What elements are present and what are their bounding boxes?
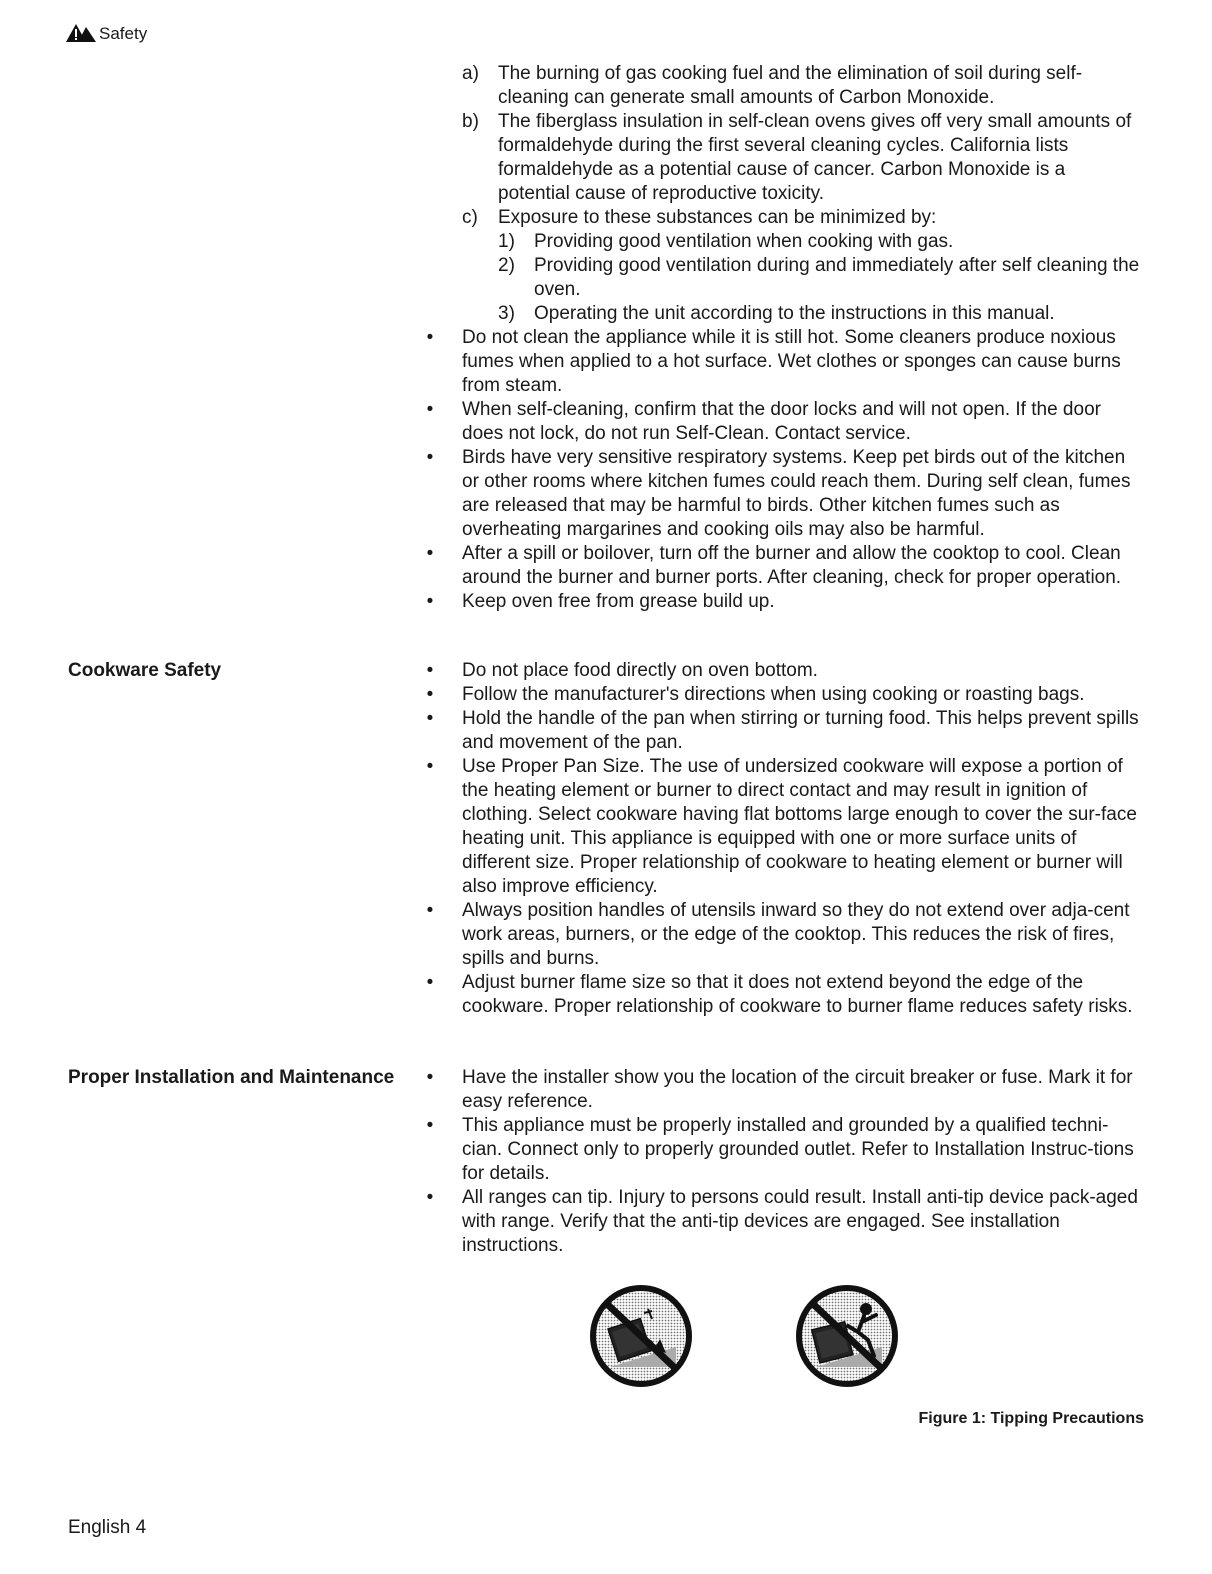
- list-item-text: The fiberglass insulation in self-clean ovens gives off very small amounts of formaldehyde during the first several cleaning cycles. California lists formaldehyde as a potential cause of cancer. Carbon Monoxide is a potential cause of reproductive toxicity.: [498, 111, 1132, 204]
- no-tipping-oven-door-icon: [580, 1283, 702, 1389]
- list-item-text: Exposure to these substances can be minimized by:: [498, 207, 937, 228]
- no-sitting-on-oven-door-icon: [786, 1283, 908, 1389]
- cookware-bullet-list: [0, 659, 1212, 1019]
- list-item: [0, 110, 1212, 206]
- bullet-item: [0, 659, 1212, 683]
- list-marker: 2): [498, 255, 515, 276]
- bullet-glyph: •: [426, 1115, 434, 1136]
- bullet-text: Keep oven free from grease build up.: [462, 591, 775, 612]
- bullet-item: [0, 1186, 1212, 1258]
- bullet-text: Do not clean the appliance while it is still hot. Some cleaners produce noxious fumes when applied to a hot surface. Wet clothes or sponges can cause burns from steam.: [462, 327, 1121, 396]
- bullet-text: All ranges can tip. Injury to persons could result. Install anti-tip device pack-aged with range. Verify that the anti-tip devices are engaged. See installation instructions.: [462, 1187, 1138, 1256]
- list-marker: 1): [498, 231, 515, 252]
- bullet-item: [0, 971, 1212, 1019]
- bullet-text: Birds have very sensitive respiratory systems. Keep pet birds out of the kitchen or other rooms where kitchen fumes could reach them. During self clean, fumes are released that may be harmful to birds. Other kitchen fumes such as overheating margarines and cooking oils may also be harmful.: [462, 447, 1131, 540]
- bullet-text: Have the installer show you the location of the circuit breaker or fuse. Mark it for easy reference.: [462, 1067, 1133, 1112]
- bullet-glyph: •: [426, 708, 434, 729]
- list-marker: a): [462, 63, 479, 84]
- bullet-item: [0, 899, 1212, 971]
- list-marker: 3): [498, 303, 515, 324]
- bullet-glyph: •: [426, 399, 434, 420]
- bullet-text: Do not place food directly on oven bottom.: [462, 660, 818, 681]
- list-item: [0, 230, 1212, 254]
- installation-heading: Proper Installation and Maintenance: [68, 1067, 395, 1088]
- bullet-text: After a spill or boilover, turn off the burner and allow the cooktop to cool. Clean around the burner and burner ports. After cleaning, check for proper operation.: [462, 543, 1122, 588]
- bullet-glyph: •: [426, 660, 434, 681]
- bullet-glyph: •: [426, 1187, 434, 1208]
- bullet-item: [0, 1114, 1212, 1186]
- bullet-item: [0, 755, 1212, 899]
- bullet-text: When self-cleaning, confirm that the door locks and will not open. If the door does not lock, do not run Self-Clean. Contact service.: [462, 399, 1101, 444]
- bullet-text: Follow the manufacturer's directions when using cooking or roasting bags.: [462, 684, 1085, 705]
- installation-bullet-list: [0, 1066, 1212, 1258]
- bullet-text: Use Proper Pan Size. The use of undersized cookware will expose a portion of the heating element or burner to direct contact and may result in ignition of clothing. Select cookware having flat bottoms large enough to cover the sur-face heating unit. This appliance is equipped with one or more surface units of different size. Proper relationship of cookware to heating element or burner will also improve efficiency.: [462, 756, 1137, 897]
- bullet-item: [0, 683, 1212, 707]
- bullet-glyph: •: [426, 684, 434, 705]
- bullet-glyph: •: [426, 972, 434, 993]
- list-item: [0, 62, 1212, 110]
- bullet-item: [0, 1066, 1212, 1114]
- list-item: [0, 302, 1212, 326]
- list-item-text: Providing good ventilation during and immediately after self cleaning the oven.: [534, 255, 1140, 300]
- bullet-item: [0, 590, 1212, 614]
- bullet-item: [0, 707, 1212, 755]
- bullet-text: Always position handles of utensils inward so they do not extend over adja-cent work areas, burners, or the edge of the cooktop. This reduces the risk of fires, spills and burns.: [462, 900, 1130, 969]
- warning-triangle-icon: [66, 24, 96, 44]
- page-footer: English 4: [68, 1517, 147, 1538]
- list-item-text: Operating the unit according to the instructions in this manual.: [534, 303, 1055, 324]
- figure-caption: Figure 1: Tipping Precautions: [918, 1410, 1144, 1427]
- list-marker: b): [462, 111, 479, 132]
- list-item-text: Providing good ventilation when cooking with gas.: [534, 231, 954, 252]
- bullet-glyph: •: [426, 327, 434, 348]
- bullet-item: [0, 398, 1212, 446]
- bullet-glyph: •: [426, 447, 434, 468]
- cleaning-sub-list: [0, 62, 1212, 614]
- page-header: [66, 24, 147, 44]
- bullet-text: This appliance must be properly installed and grounded by a qualified techni-cian. Connect only to properly grounded outlet. Refer to Installation Instruc-tions for details.: [462, 1115, 1134, 1184]
- bullet-text: Adjust burner flame size so that it does not extend beyond the edge of the cookware. Proper relationship of cookware to burner flame reduces safety risks.: [462, 972, 1133, 1017]
- list-marker: c): [462, 207, 478, 228]
- bullet-glyph: •: [426, 900, 434, 921]
- bullet-text: Hold the handle of the pan when stirring or turning food. This helps prevent spills and movement of the pan.: [462, 708, 1139, 753]
- list-item: [0, 206, 1212, 230]
- bullet-item: [0, 326, 1212, 398]
- bullet-glyph: •: [426, 591, 434, 612]
- header-title: Safety: [99, 24, 148, 43]
- cookware-safety-heading: Cookware Safety: [68, 660, 222, 681]
- list-item: [0, 254, 1212, 302]
- bullet-glyph: •: [426, 756, 434, 777]
- bullet-glyph: •: [426, 1067, 434, 1088]
- bullet-item: [0, 542, 1212, 590]
- bullet-glyph: •: [426, 543, 434, 564]
- bullet-item: [0, 446, 1212, 542]
- list-item-text: The burning of gas cooking fuel and the elimination of soil during self-cleaning can generate small amounts of Carbon Monoxide.: [498, 63, 1083, 108]
